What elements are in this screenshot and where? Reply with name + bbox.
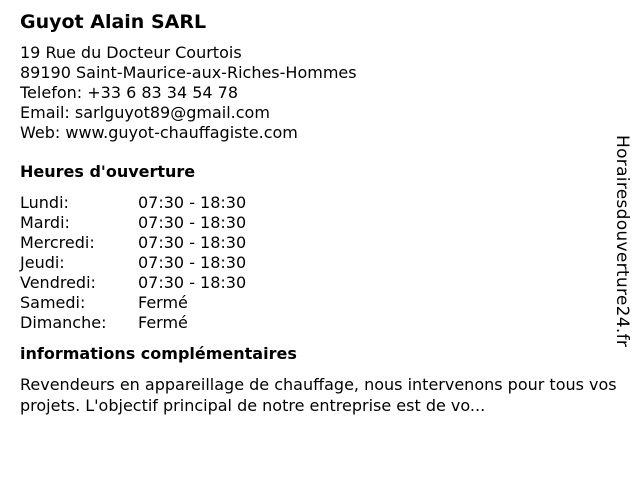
day-hours: Fermé — [138, 313, 188, 332]
day-label: Samedi: — [20, 293, 86, 312]
hours-row-tuesday — [20, 213, 246, 233]
additional-info-heading: informations complémentaires — [20, 344, 297, 363]
day-label: Lundi: — [20, 193, 69, 212]
day-hours: 07:30 - 18:30 — [138, 273, 247, 292]
opening-hours-heading: Heures d'ouverture — [20, 162, 196, 181]
hours-row-monday — [20, 193, 246, 213]
day-label: Mercredi: — [20, 233, 95, 252]
day-label: Jeudi: — [20, 253, 65, 272]
email-line: Email: sarlguyot89@gmail.com — [20, 103, 270, 122]
hours-row-sunday — [20, 313, 246, 333]
hours-row-thursday — [20, 253, 246, 273]
address-city: 89190 Saint-Maurice-aux-Riches-Hommes — [20, 63, 357, 82]
day-hours: 07:30 - 18:30 — [138, 233, 247, 252]
hours-row-saturday — [20, 293, 246, 313]
site-watermark: Horairesdouverture24.fr — [612, 135, 632, 348]
business-name: Guyot Alain SARL — [20, 11, 207, 33]
day-hours: Fermé — [138, 293, 188, 312]
day-label: Dimanche: — [20, 313, 107, 332]
day-label: Vendredi: — [20, 273, 96, 292]
business-description: Revendeurs en appareillage de chauffage, nous intervenons pour tous vos projets. L'objectif principal de notre entreprise est de vo... — [20, 375, 617, 415]
day-hours: 07:30 - 18:30 — [138, 193, 247, 212]
hours-row-wednesday — [20, 233, 246, 253]
day-hours: 07:30 - 18:30 — [138, 213, 247, 232]
address-street: 19 Rue du Docteur Courtois — [20, 43, 242, 62]
website-line: Web: www.guyot-chauffagiste.com — [20, 123, 298, 142]
phone-line: Telefon: +33 6 83 34 54 78 — [20, 83, 239, 102]
day-label: Mardi: — [20, 213, 70, 232]
business-card — [20, 10, 617, 416]
opening-hours-table — [20, 193, 246, 333]
day-hours: 07:30 - 18:30 — [138, 253, 247, 272]
hours-row-friday — [20, 273, 246, 293]
